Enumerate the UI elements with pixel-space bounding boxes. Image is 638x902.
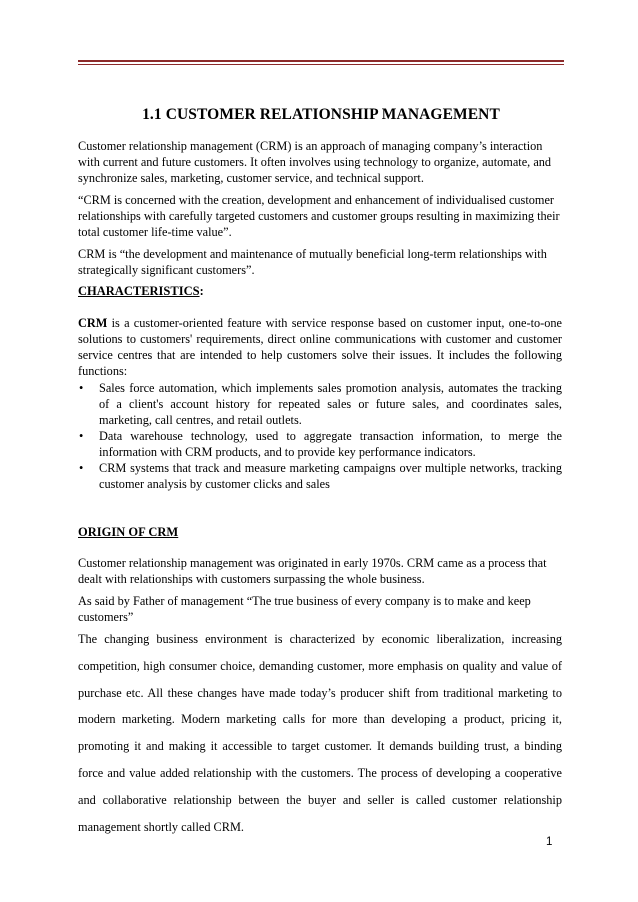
characteristics-bullet-list	[78, 380, 562, 492]
intro-paragraph-3: CRM is “the development and maintenance of mutually beneficial long-term relationships with strategically significant customers”.	[78, 247, 547, 277]
bullet-icon: •	[79, 461, 84, 475]
bullet-icon: •	[79, 429, 84, 443]
intro-quote-section	[78, 192, 562, 240]
origin-heading-text: ORIGIN OF CRM	[78, 525, 179, 539]
bullet-icon: •	[79, 381, 84, 395]
origin-paragraph-1-section	[78, 555, 562, 587]
list-item	[78, 428, 562, 460]
origin-paragraph-3: The changing business environment is characterized by economic liberalization, increasing competition, high consumer choice, demanding customer, more emphasis on quality and value of purchase etc. All these changes have made today’s producer shift from traditional marketing to modern marketing. Modern marketing calls for more than developing a product, pricing it, promoting it and making it accessible to target customer. It demands building trust, a binding force and value added relationship with the customers. The process of developing a cooperative and collaborative relationship between the buyer and seller is called customer relationship management shortly called CRM.	[78, 632, 562, 834]
origin-paragraph-2-section	[78, 593, 562, 625]
characteristics-heading-text: CHARACTERISTICS	[78, 284, 200, 298]
origin-heading	[78, 524, 562, 540]
characteristics-lead-text: is a customer-oriented feature with service response based on customer input, one-to-one solutions to customers' requirements, direct online communications with customer and customer service centres that are intended to help customers solve their issues. It includes the following functions:	[78, 316, 562, 378]
page-title: 1.1 CUSTOMER RELATIONSHIP MANAGEMENT	[142, 106, 500, 123]
intro-definition-section	[78, 246, 562, 278]
characteristics-heading-colon: :	[199, 284, 204, 298]
header-rule-thin	[78, 64, 564, 65]
characteristics-lead-bold: CRM	[78, 316, 108, 330]
bullet-text: Data warehouse technology, used to aggregate transaction information, to merge the information with CRM products, and to provide key performance indicators.	[99, 429, 562, 459]
intro-section	[78, 138, 562, 186]
list-item	[78, 460, 562, 492]
page-number: 1	[546, 836, 553, 848]
bullet-text: Sales force automation, which implements sales promotion analysis, automates the tracking of a client's account history for repeated sales or future sales, and coordinates sales, marketing, call centres, and retail outlets.	[99, 381, 562, 427]
characteristics-lead	[78, 315, 562, 379]
intro-paragraph-2: “CRM is concerned with the creation, development and enhancement of individualised customer relationships with carefully targeted customers and customer groups resulting in maximizing their total customer life-time value”.	[78, 193, 560, 239]
intro-paragraph-1: Customer relationship management (CRM) is an approach of managing company’s interaction with current and future customers. It often involves using technology to organize, automate, and synchronize sales, marketing, customer service, and technical support.	[78, 139, 552, 185]
list-item	[78, 380, 562, 428]
characteristics-heading	[78, 283, 562, 299]
bullet-text: CRM systems that track and measure marketing campaigns over multiple networks, tracking customer analysis by customer clicks and sales	[99, 461, 562, 491]
origin-paragraph-1: Customer relationship management was originated in early 1970s. CRM came as a process that dealt with relationships with customers surpassing the whole business.	[78, 556, 547, 586]
header-rule-thick	[78, 60, 564, 62]
origin-paragraph-3-section	[78, 626, 562, 840]
origin-paragraph-2: As said by Father of management “The true business of every company is to make and keep customers”	[78, 594, 531, 624]
